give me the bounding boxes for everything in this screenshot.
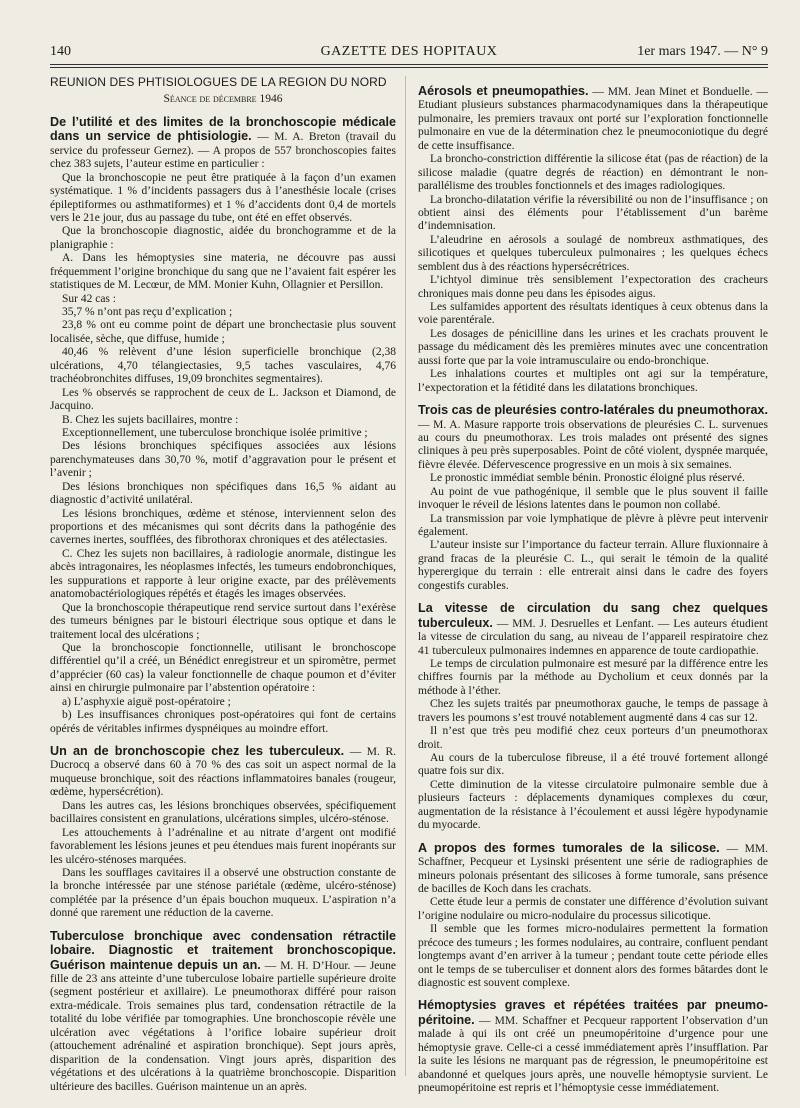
running-header xyxy=(50,44,768,62)
article-1-para: Sur 42 cas : xyxy=(62,292,116,305)
article-1-para: Que la bronchoscopie ne peut être pratiquée à la façon d’un examen systématique. 1 % d’incidents passagers dus à l’anesthésie locale (crises épileptiformes ou asthmatiformes) et 1 % d’accidents dont 0,4 de mortels vers le 21e jour, dus au passage du tube, ont été en effet observés. xyxy=(50,171,396,224)
journal-title: GAZETTE DES HOPITAUX xyxy=(320,44,498,59)
article-4-para: La broncho-constriction différentie la silicose état (pas de réaction) de la silicose maladie (quatre degrés de réaction) en démontrant le non-parallélisme des troubles fonctionnels et des images radiologiques. xyxy=(418,153,768,193)
article-3-title: Tuberculose bronchique avec condensation rétractile lobaire. Diagnostic et traitement bronchoscopique. Guérison maintenue depuis un an. xyxy=(50,928,396,972)
article-1-para: Des lésions bronchiques non spécifiques dans 16,5 % aidant au diagnostic d’activité unilatéral. xyxy=(50,480,396,507)
article-5-para: Le pronostic immédiat semble bénin. Pronostic éloigné plus réservé. xyxy=(430,472,745,485)
article-2-para: Dans les soufflages cavitaires il a observé une obstruction constante de la bronche intéressée par une sténose pariétale (œdème, ulcéro-sténose) complétée par la présence d’un épais bouchon muqueux. L’aspiration n’a donné que rarement une réduction de la caverne. xyxy=(50,866,396,920)
article-6-para: Le temps de circulation pulmonaire est mesuré par la différence entre les chiffres fournis par la méthode au Dycholium et ceux donnés par la méthode à l’éther. xyxy=(418,657,768,697)
article-7-authors: — MM. Schaffner, Pecqueur et Lysinski présentent une série de radiographies de mineurs polonais présentant des silicoses à forme tumorale, sans présence de bacilles de Koch dans les crachats. xyxy=(418,842,769,895)
article-2-lead xyxy=(50,745,396,800)
article-5-para: L’auteur insiste sur l’importance du facteur terrain. Allure fluxionnaire à grand fracas de la pleurésie C. L., qui serait le témoin de la qualité hyperergique du terrain : elle entrerait ainsi dans le cadre des foyers congestifs curables. xyxy=(418,539,768,592)
article-7-para: Cette étude leur a permis de constater une différence d’évolution suivant l’origine nodulaire ou micro-nodulaire du processus silicotique. xyxy=(418,896,768,922)
article-2-title: Un an de bronchoscopie chez les tuberculeux. xyxy=(50,744,345,758)
article-7-para: Il semble que les formes micro-nodulaires permettent la formation précoce des tumeurs ; les formes nodulaires, au contraire, confluent pendant longtemps avant d’en arriver à la tumeur ; pendant toute cette période elles ont le temps de se tuberculiser et donnent alors des formes bâtardes dont le diagnostic est souvent complexe. xyxy=(418,923,768,989)
article-1-para: 40,46 % relèvent d’une lésion superficielle bronchique (2,38 ulcérations, 4,70 télangiectasies, 9,5 taches vasculaires, 4,76 trachéobronchites diffuses, 19,09 bronchites segmentaires). xyxy=(50,346,396,386)
article-1-title: De l’utilité et des limites de la bronchoscopie médicale dans un service de phtisiologie. xyxy=(50,114,396,144)
article-1-para: Les lésions bronchiques, œdème et sténose, interviennent selon des proportions et des mécanismes qui sont décrits dans la pathogénie des cavernes inertes, soufflées, des fibrothorax chroniques et des atélectasies. xyxy=(50,507,396,547)
article-1-para: Exceptionnellement, une tuberculose bronchique isolée primitive ; xyxy=(62,426,368,439)
article-6-para: Chez les sujets traités par pneumothorax gauche, le temps de passage à travers les poumons s’est trouvé notablement augmenté dans 4 cas sur 12. xyxy=(418,698,768,724)
article-1-para: 23,8 % ont eu comme point de départ une bronchectasie plus souvent localisée, sèche, que diffuse, humide ; xyxy=(50,319,396,345)
article-1-para: Les % observés se rapprochent de ceux de L. Jackson et Diamond, de Jacquino. xyxy=(50,386,396,413)
article-3-lead xyxy=(50,930,396,1094)
page-number: 140 xyxy=(50,44,71,59)
article-1-para: Que la bronchoscopie diagnostic, aidée du bronchogramme et de la planigraphie : xyxy=(50,225,396,251)
article-1-para: 35,7 % n’ont pas reçu d’explication ; xyxy=(62,306,233,318)
article-5-authors: — M. A. Masure rapporte trois observations de pleurésies C. L. survenues au cours du pneumothorax. Les trois malades ont présenté des signes cliniques à peu près superposables. Point de côté violent, dyspnée marquée, fièvre élevée. Défervescence progressive en un mois à six semaines. xyxy=(418,418,768,471)
article-6-para: Il n’est que très peu modifié chez ceux porteurs d’un pneumothorax droit. xyxy=(418,725,768,751)
article-1-para: C. Chez les sujets non bacillaires, à radiologie anormale, distingue les abcès intragonaires, les néoplasmes infectés, les tumeurs endobronchiques, les suppurations et rapporte à leur origine exacte, par des prélèvements anatomobactériologiques répétés et étagés les images observées. xyxy=(50,547,396,601)
article-4-authors: — MM. Jean Minet et Bonduelle. — Etudiant plusieurs substances pharmacodynamiques dans la thérapeutique pulmonaire, les premiers travaux ont porté sur l’exploration fonctionnelle pulmonaire en vue de la détermination chez le pneumoconiotique du degré de cette insuffisance. xyxy=(418,86,768,152)
issue-date: 1er mars 1947. — N° 9 xyxy=(637,44,768,59)
article-1-lead xyxy=(50,116,396,172)
article-1-para: Des lésions bronchiques spécifiques associées aux lésions parenchymateuses dans 30,70 %, motif d’aggravation pour le présent et l’avenir ; xyxy=(50,440,396,480)
article-4-para: Les sulfamides apportent des résultats identiques à ceux obtenus dans la voie parentérale. xyxy=(418,301,768,327)
article-5-para: La transmission par voie lymphatique de plèvre à plèvre peut intervenir également. xyxy=(418,512,768,538)
article-6-para: Au cours de la tuberculose fibreuse, il a été trouvé fortement allongé quatre fois sur dix. xyxy=(418,752,768,778)
article-1-para: B. Chez les sujets bacillaires, montre : xyxy=(62,413,239,426)
article-4-title: Aérosols et pneumopathies. xyxy=(418,84,589,98)
article-6-authors: — MM. J. Desruelles et Lenfant. — Les auteurs étudient la vitesse de circulation du sang, au niveau de l’appareil respiratoire chez 41 tuberculeux pulmonaires indemnes en apparence de toute cardiopathie. xyxy=(418,617,768,657)
article-8-lead xyxy=(418,999,768,1095)
article-1-para: Que la bronchoscopie thérapeutique rend service surtout dans l’exérèse des tumeurs bénignes par le bistouri électrique sous optique et dans le traitement local des ulcérations ; xyxy=(50,601,396,641)
article-5-title: Trois cas de pleurésies contro-latérales du pneumothorax. xyxy=(418,403,768,418)
header-rule xyxy=(50,64,768,65)
article-8-body: — MM. Schaffner et Pecqueur rapportent l’observation d’un malade à qui ils ont créé un pneumopéritoine d’urgence pour une hémoptysie grave. Celle-ci a cessé immédiatement après l’insufflation. Par la suite les lésions ne marquant pas de régression, le pneumopéritoine est abandonné et quelques jours après, une nouvelle hémoptysie survient. Le pneumopéritoine est repris et l’hémoptysie cesse immédiatement. xyxy=(418,1014,769,1095)
article-7-lead xyxy=(418,842,768,897)
article-1-para: Que la bronchoscopie fonctionnelle, utilisant le bronchoscope différentiel qu’il a créé, un Bénédict enregistreur et un spiromètre, permet d’apprécier (60 cas) la valeur fonctionnelle de chaque poumon et d’éviter ainsi en chirurgie pulmonaire par l’abstention opératoire : xyxy=(50,641,396,695)
header-rule-double xyxy=(50,67,768,68)
article-2-authors: — M. R. Ducrocq a observé dans 60 à 70 % des cas soit un aspect normal de la muqueuse bronchique, soit des réactions inflammatoires banales (rougeur, œdème, hypersécrétion). xyxy=(50,746,397,799)
article-4-para: L’ichtyol diminue très sensiblement l’expectoration des cracheurs chroniques mais donne peu dans les épisodes aigus. xyxy=(418,274,768,300)
article-4-para: Les dosages de pénicilline dans les urines et les crachats prouvent le passage du médicament dès les premières minutes avec une concentration aussi forte que par la voie intramusculaire ou endo-bronchique. xyxy=(418,327,768,367)
article-5-lead xyxy=(418,404,768,472)
article-4-para: Les inhalations courtes et multiples ont agi sur la température, l’expectoration et la fétidité dans les dilatations bronchiques. xyxy=(418,368,768,394)
right-column xyxy=(418,76,768,1096)
article-2-para: Dans les autres cas, les lésions bronchiques observées, spécifiquement bacillaires consistent en granulations, ulcérations simples, ulcéro-sténose. xyxy=(50,799,396,826)
column-divider xyxy=(405,76,406,1076)
article-3-body: — M. H. D’Hour. — Jeune fille de 23 ans atteinte d’une tuberculose lobaire partielle supérieure droite (segment postérieur et axillaire). Le pneumothorax différé pour raison extra-médicale. Trois semaines plus tard, condensation rétractile de la totalité du lobe vérifiée par tomographies. Une bronchoscopie révèle une ulcération avec végétations à l’orifice lobaire supérieur droit (attouchement adrénaliné et aspiration bronchique). Sept jours après, disparition de la condensation. Vingt jours après, disparition des végétations et des ulcérations à la quatrième bronchoscopie. Disparition ultérieure des bacilles. Guérison maintenue un an après. xyxy=(50,959,396,1093)
article-1-authors: — M. A. Breton (travail du service du professeur Gernez). — A propos de 557 bronchoscopies faites chez 383 sujets, l’auteur estime en particulier : xyxy=(50,131,396,171)
article-6-title: La vitesse de circulation du sang chez quelques tuberculeux. xyxy=(418,601,768,630)
article-4-lead xyxy=(418,85,768,153)
article-2-para: Les attouchements à l’adrénaline et au nitrate d’argent ont modifié favorablement les lésions jeunes et peu étendues mais furent inopérants sur les ulcéro-sténoses marquées. xyxy=(50,826,396,866)
article-6-para: Cette diminution de la vitesse circulatoire pulmonaire semble due à plusieurs facteurs : déplacements dynamiques complexes du cœur, augmentation de la résistance à l’écoulement et aussi légère hypodynamie du myocarde. xyxy=(418,778,768,832)
article-5-para: Au point de vue pathogénique, il semble que le plus souvent il faille invoquer le réveil de lésions latentes dans le poumon non collabé. xyxy=(418,485,768,512)
article-1-para: a) L’asphyxie aiguë post-opératoire ; xyxy=(62,695,231,708)
left-column xyxy=(50,76,396,1094)
session-line: Séance de décembre 1946 xyxy=(163,93,283,106)
article-6-lead xyxy=(418,602,768,658)
meeting-heading: REUNION DES PHTISIOLOGUES DE LA REGION DU NORD xyxy=(50,75,387,89)
article-4-para: La broncho-dilatation vérifie la réversibilité ou non de l’insuffisance ; on obtient ainsi des éléments pour l’établissement d’un barème d’indemnisation. xyxy=(418,193,768,233)
article-4-para: L’aleudrine en aérosols a soulagé de nombreux asthmatiques, des silicotiques et quelques tuberculeux pulmonaires ; les quelques échecs semblent dus à des réactions hypersécrétrices. xyxy=(418,233,768,273)
article-1-para: A. Dans les hémoptysies sine materia, ne découvre pas aussi fréquemment l’origine bronchique du sang que ne l’avaient fait espérer les statistiques de M. Lecœur, de MM. Monier Kuhn, Ollagnier et Persillon. xyxy=(50,252,396,292)
article-8-title: Hémoptysies graves et répétées traitées par pneumo-péritoine. xyxy=(418,998,768,1027)
article-1-para: b) Les insuffisances chroniques post-opératoires qui font de certains opérés de véritables infirmes dyspnéiques au moindre effort. xyxy=(50,709,396,735)
article-7-title: A propos des formes tumorales de la silicose. xyxy=(418,840,720,855)
